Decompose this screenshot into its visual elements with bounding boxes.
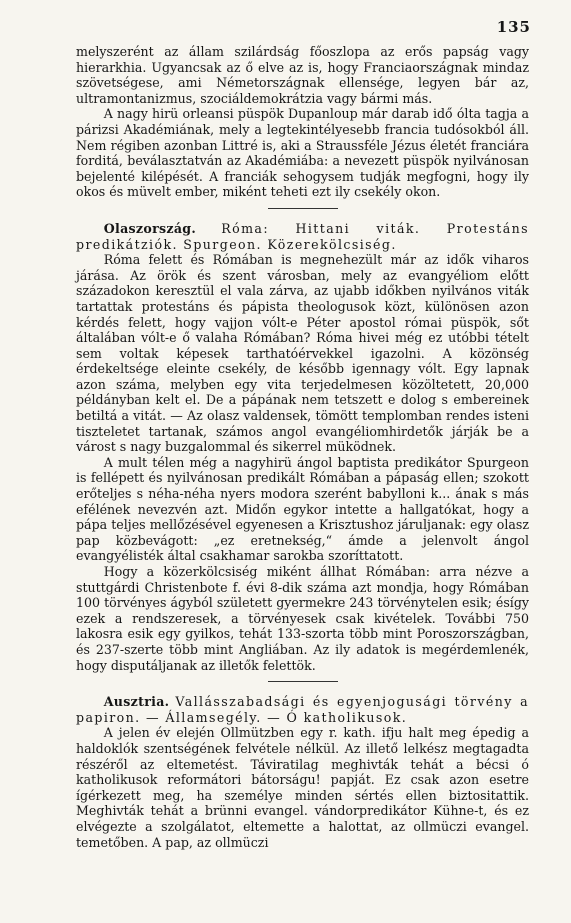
section-paragraph: Hogy a közerkölcsiség miként állhat Rómában: arra nézve a stuttgárdi Christenbote f. évi 8-dik száma azt mondja, hogy Rómában 100 törvényes ágyból született gyermekre 243 törvénytelen esik; ésígy ezek a rendszeresek, a törvényesek csak kivételek. További 750 lakosra esik egy gyilkos, tehát 133-szorta több mint Poroszországban, és 237-szerte több mint Angliában. Az ily adatok is megérdemlenék, hogy disputáljanak az illetők felettök. xyxy=(76,564,529,673)
section-paragraph: A mult télen még a nagyhirü ángol baptista predikátor Spurgeon is fellépett és nyilvánosan predikált Rómában a pápaság ellen; szokott erőteljes s néha-néha nyers modora szerént babylloni k... ának s más efélének nevezvén azt. Midőn egykor intette a hallgatókat, hogy a pápa teljes mellőzésével egyenesen a Krisztushoz járuljanak: egy olasz pap közbevágott: „ez eretnekség,“ ámde a jelenvolt ángol evangyélisték által csakhamar sarokba szoríttatott. xyxy=(76,454,529,564)
section-divider xyxy=(268,208,338,209)
section-heading xyxy=(76,694,529,725)
section-heading xyxy=(76,221,529,252)
intro-paragraph: A nagy hirü orleansi püspök Dupanloup már darab idő ólta tagja a párizsi Akadémiának, mely a legtekintélyesebb francia tudósokból áll. Nem régiben azonban Littré is, aki a Straussféle Jézus életét franciára forditá, beválasztatván az Akadémiába: a nevezett püspök nyilvánosan bejelenté kilépését. A franciák sehogysem tudják megfogni, hogy ily okos és müvelt ember, miként teheti ezt ily csekély okon. xyxy=(76,106,529,200)
page-number: 135 xyxy=(496,18,531,36)
section-topics: Róma: Hittani viták. Protestáns predikátziók. Spurgeon. Közerekölcsiség. xyxy=(76,220,529,252)
section-topics: Vallásszabadsági és egyenjogusági törvény a papiron. — Államsegély. — Ó katholikusok. xyxy=(76,694,530,725)
page-text xyxy=(76,44,529,850)
section-country: Ausztria. xyxy=(103,694,170,710)
section-italy xyxy=(76,221,529,673)
section-divider xyxy=(268,681,338,682)
section-paragraph: A jelen év elején Ollmützben egy r. kath. ifju halt meg épedig a haldoklók szentségének felvétele nélkül. Az illető lelkész megtagadta részéről az eltemetést. Táviratilag meghivták tehát a bécsi ó katholikusok reformátori bátorságu! papját. Ez csak azon esetre ígérkezett meg, ha személye minden sértés ellen biztositattik. Meghivták tehát a brünni evangel. vándorpredikátor Kühne-t, és ez elvégezte a szolgálatot, eltemette a halottat, az ollmüczi evangel. temetőben. A pap, az ollmüczi xyxy=(76,725,529,850)
section-paragraph: Róma felett és Rómában is megnehezült már az idők viharos járása. Az örök és szent városban, mely az evangyéliom előtt századokon keresztül el vala zárva, az ujabb időkben nyilvános viták tartattak protestáns és pápista theologusok közt, különösen azon kérdés felett, hogy vajjon vólt-e Péter apostol római püspök, sőt általában vólt-e ő valaha Rómában? Róma hivei még ez utóbbi tételt sem voltak képesek tarthatóérvekkel igazolni. A közönség érdekeltsége eleinte csekély, de később igennagy vólt. Egy lapnak azon száma, melyben egy vita terjedelmesen közöltetett, 20,000 példányban kelt el. De a pápának nem tetszett e dolog s embereinek betiltá a vitát. — Az olasz valdensek, tömött templomban rendes isteni tiszteletet tartanak, számos angol evangéliomhirdetők járják be a várost s nagy buzgalommal és sikerrel müködnek. xyxy=(76,252,529,455)
section-country: Olaszország. xyxy=(103,220,197,236)
intro-paragraph: melyszerént az állam szilárdság főoszlopa az erős papság vagy hierarkhia. Ugyancsak az ő elve az is, hogy Franciaországnak mindaz szövetségese, ami Németországnak ellensége, legyen bár az, ultramontanizmus, szociáldemokrátzia vagy bármi más. xyxy=(76,44,529,106)
section-austria xyxy=(76,694,529,850)
